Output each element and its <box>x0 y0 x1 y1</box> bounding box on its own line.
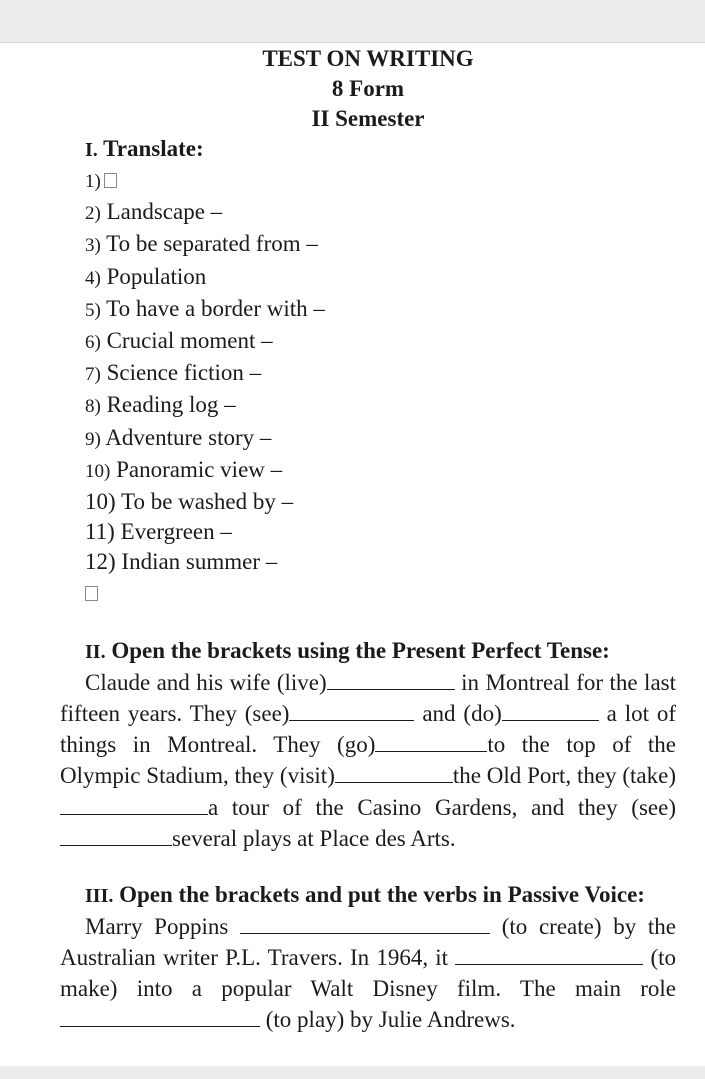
text-run: a lot of things in Montreal. They (go) <box>60 701 677 758</box>
list-item <box>85 165 676 197</box>
item-text: Crucial moment – <box>106 328 273 354</box>
item-text: Landscape – <box>106 199 223 225</box>
title-line-1: TEST ON WRITING <box>262 46 474 71</box>
section-2-heading <box>85 636 676 667</box>
section-3-title: Open the brackets and put the verbs in Passive Voice: <box>119 882 645 908</box>
section-1-heading <box>85 134 676 165</box>
text-run: the Old Port, they (take) <box>452 763 676 789</box>
item-number: 7) <box>85 364 101 386</box>
item-text: Adventure story – <box>105 424 272 450</box>
text-run: (to play) by Julie Andrews. <box>265 1006 516 1032</box>
item-text: Population <box>106 263 207 289</box>
answer-blank[interactable] <box>289 698 414 721</box>
item-number: 12) <box>85 549 116 575</box>
answer-blank[interactable] <box>60 1004 260 1027</box>
item-number: 9) <box>85 428 101 450</box>
section-3-paragraph <box>60 911 676 1035</box>
answer-blank[interactable] <box>327 667 455 690</box>
title-line-3: II Semester <box>311 106 425 131</box>
text-run: in Montreal for the last fifteen years. They (see) <box>60 669 676 727</box>
answer-blank[interactable] <box>455 942 643 965</box>
section-1-title: Translate: <box>103 136 204 161</box>
item-number: 10) <box>85 489 116 515</box>
list-item <box>85 390 676 422</box>
translate-list <box>85 165 676 608</box>
text-run: several plays at Place des Arts. <box>172 825 456 851</box>
list-item <box>85 423 676 455</box>
list-item <box>85 294 676 326</box>
section-2-paragraph <box>60 667 676 854</box>
item-number: 10) <box>85 460 111 482</box>
section-3-heading <box>60 880 676 911</box>
title-line-2: 8 Form <box>331 76 405 101</box>
item-number: 11) <box>85 519 115 545</box>
item-number: 2) <box>85 203 101 225</box>
item-text: To be washed by – <box>121 489 294 515</box>
item-text: To have a border with – <box>106 295 325 321</box>
answer-blank[interactable] <box>60 792 208 815</box>
list-item <box>85 578 676 608</box>
item-number: 6) <box>85 332 101 354</box>
list-item <box>85 197 676 229</box>
viewer-bottom-bar <box>0 1066 705 1079</box>
answer-blank[interactable] <box>240 911 490 934</box>
section-2-number: II. <box>85 640 106 663</box>
section-2-title: Open the brackets using the Present Perfect Tense: <box>111 637 610 663</box>
missing-glyph-icon <box>85 586 98 601</box>
section-3-number: III. <box>85 885 114 908</box>
text-run: to the top of the Olympic Stadium, they (visit) <box>60 732 677 789</box>
item-text: Evergreen – <box>120 519 232 545</box>
text-run: (to create) by the Australian writer P.L. Travers. In 1964, it <box>60 914 676 971</box>
answer-blank[interactable] <box>502 698 599 721</box>
item-text: To be separated from – <box>106 231 318 257</box>
item-text: Indian summer – <box>121 549 278 575</box>
list-item <box>85 326 676 358</box>
list-item <box>85 487 676 517</box>
answer-blank[interactable] <box>335 760 453 783</box>
text-run: Claude and his wife (live) <box>85 669 327 695</box>
list-item <box>85 517 676 547</box>
list-item <box>85 547 676 577</box>
item-number: 4) <box>85 267 101 289</box>
item-text: Science fiction – <box>106 360 262 386</box>
list-item <box>85 229 676 261</box>
answer-blank[interactable] <box>375 729 487 752</box>
text-run: (to make) into a popular Walt Disney film. The main role <box>60 945 677 1001</box>
item-number: 3) <box>85 235 101 257</box>
text-run: Marry Poppins <box>85 914 229 940</box>
item-number: 8) <box>85 396 101 418</box>
item-text: Panoramic view – <box>116 456 283 482</box>
item-number: 5) <box>85 299 101 321</box>
item-text: Reading log – <box>106 392 236 418</box>
text-run: and (do) <box>422 701 502 727</box>
document-title <box>60 44 676 134</box>
item-number: 1) <box>85 171 101 192</box>
document-page <box>60 44 676 1035</box>
answer-blank[interactable] <box>60 823 172 846</box>
text-run: a tour of the Casino Gardens, and they (see) <box>208 794 676 820</box>
viewer-top-bar <box>0 0 705 43</box>
section-1-number: I. <box>85 139 98 161</box>
missing-glyph-icon <box>104 173 117 188</box>
list-item <box>85 358 676 390</box>
list-item <box>85 455 676 487</box>
list-item <box>85 262 676 294</box>
